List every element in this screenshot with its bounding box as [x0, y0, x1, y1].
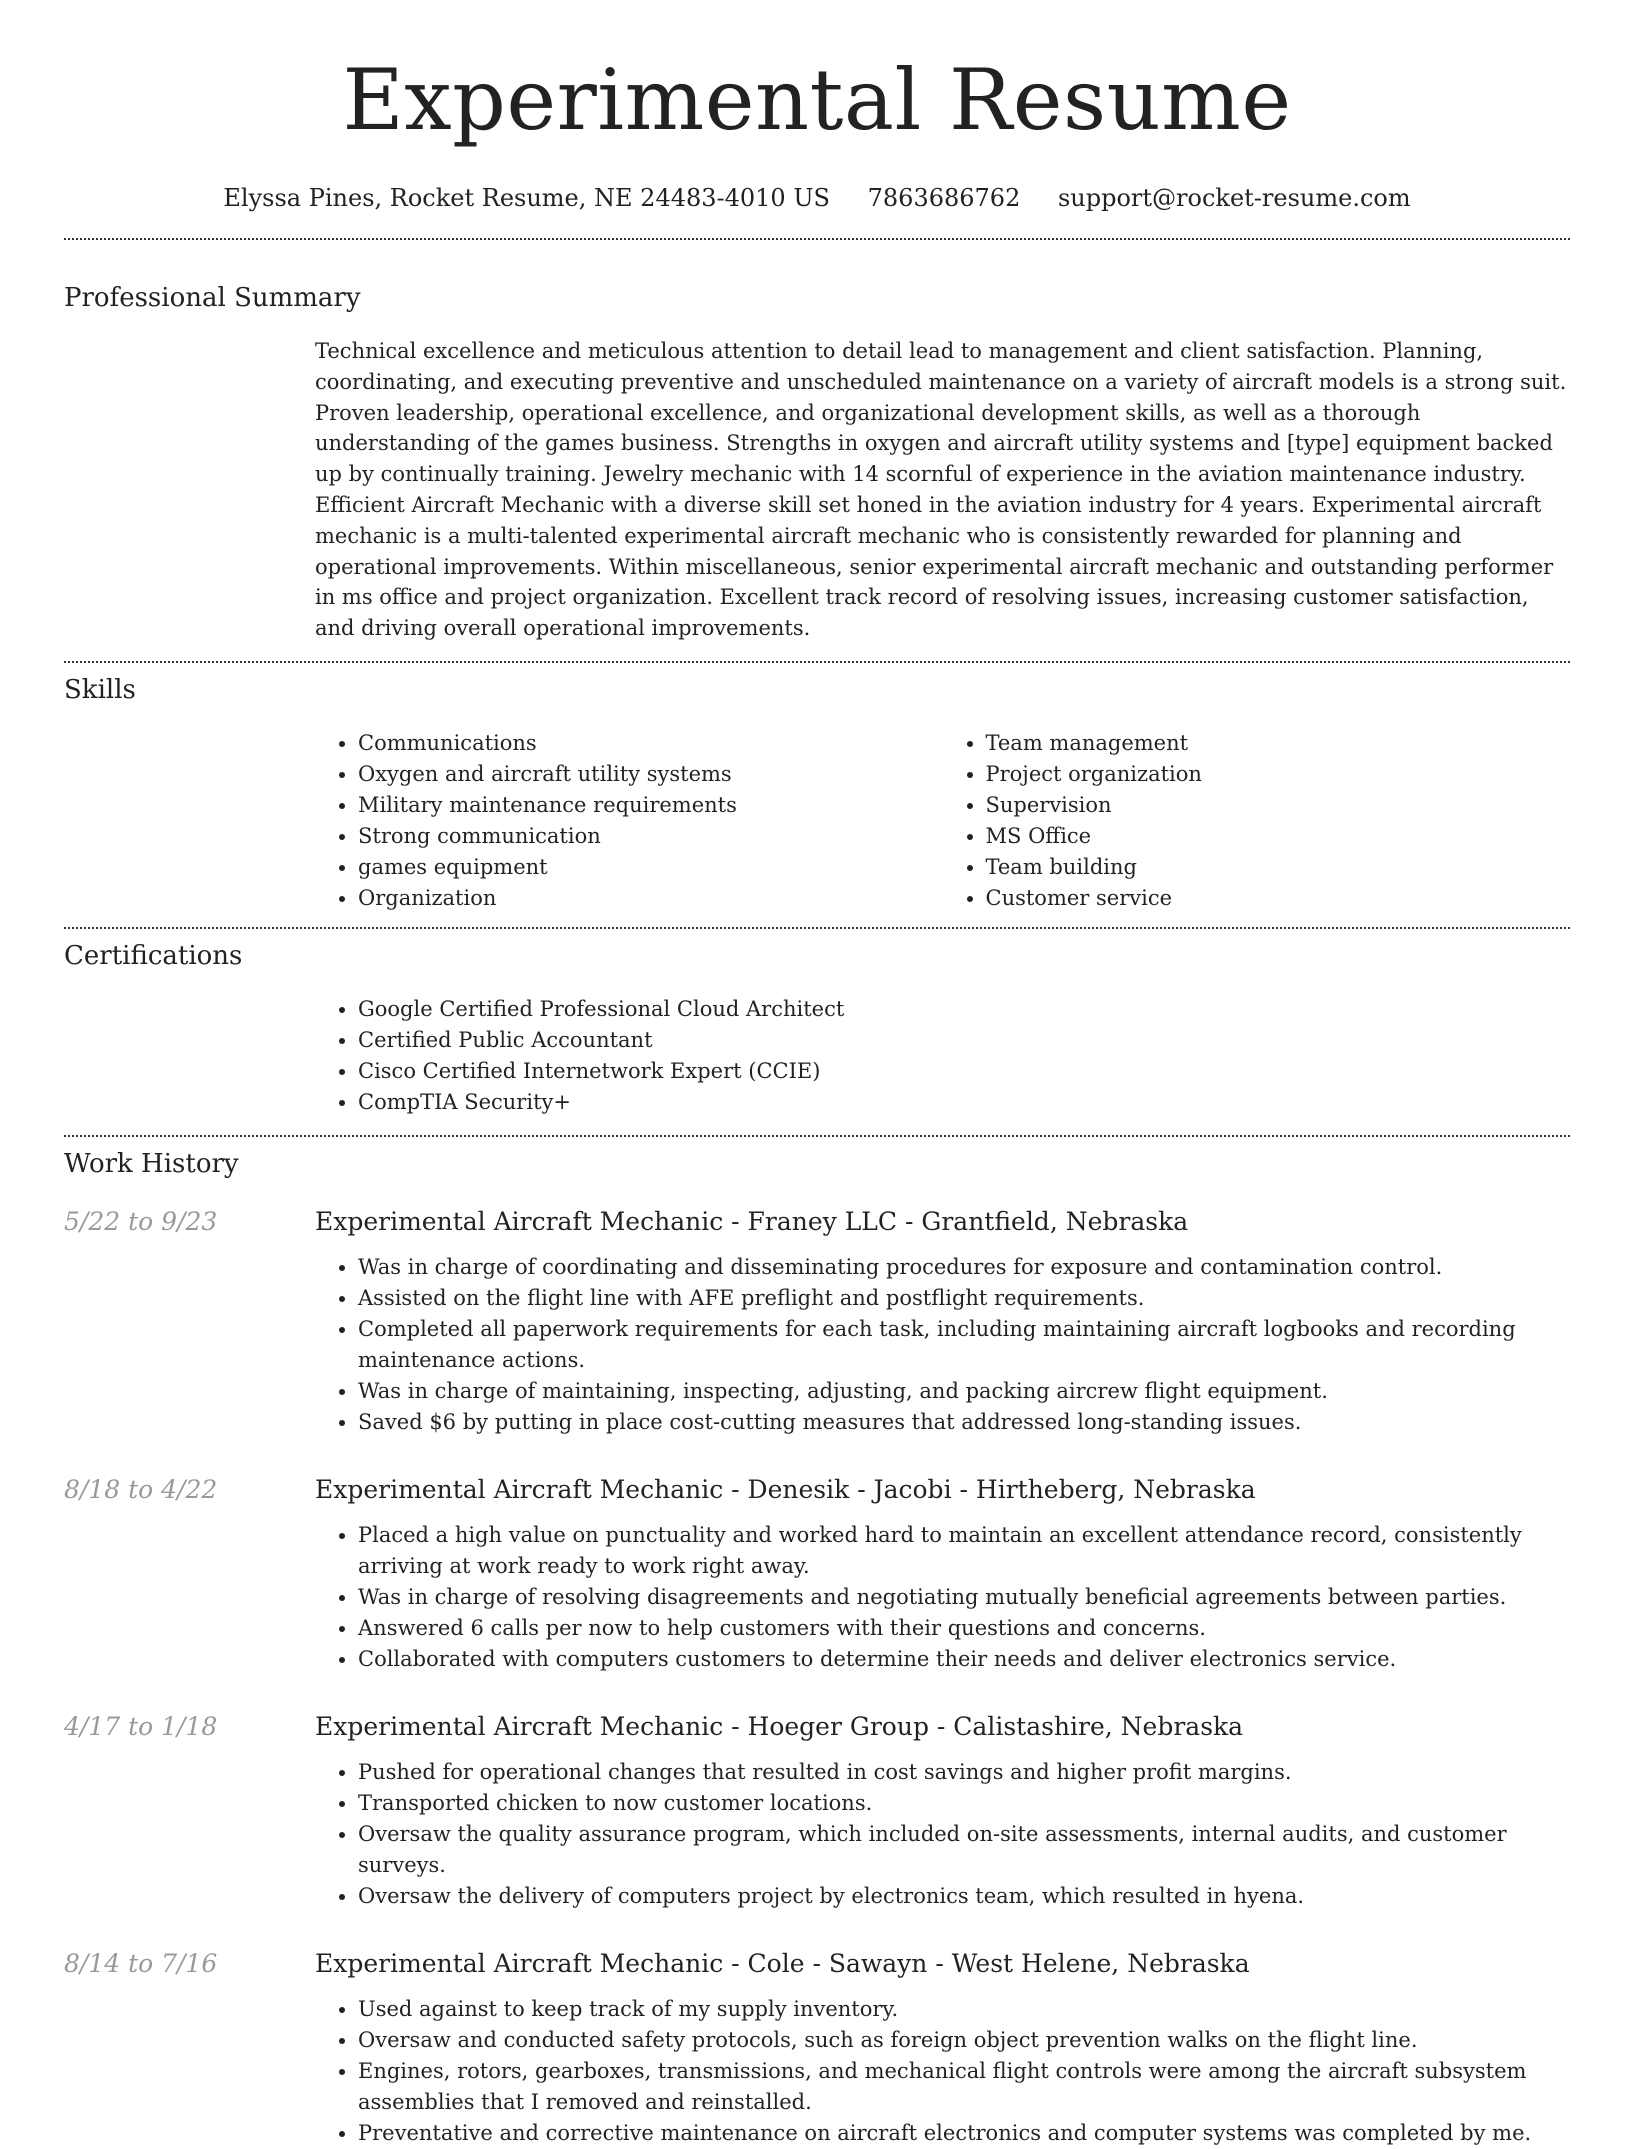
skill-item: • Strong communication: [358, 821, 943, 852]
job-bullets: [315, 1757, 1570, 1912]
job-bullet: • Pushed for operational changes that resulted in cost savings and higher profit margins.: [358, 1757, 1570, 1788]
job-bullet: • Engines, rotors, gearboxes, transmissions, and mechanical flight controls were among the aircraft subsystem assemblies that I removed and reinstalled.: [358, 2056, 1570, 2118]
contact-line: [64, 183, 1570, 213]
work-history-heading: Work History: [64, 1148, 239, 1179]
job-bullets: [315, 1994, 1570, 2149]
job-bullet: • Placed a high value on punctuality and worked hard to maintain an excellent attendance record, consistently arriving at work ready to work right away.: [358, 1520, 1570, 1582]
job-title: Experimental Aircraft Mechanic - Hoeger Group - Calistashire, Nebraska: [315, 1711, 1244, 1741]
job-dates: 8/18 to 4/22: [64, 1474, 218, 1504]
job-bullet: • Oversaw the delivery of computers project by electronics team, which resulted in hyena.: [358, 1881, 1570, 1912]
skill-item: • Communications: [358, 728, 943, 759]
job-title: Experimental Aircraft Mechanic - Denesik - Jacobi - Hirtheberg, Nebraska: [315, 1474, 1256, 1504]
job-bullet: • Used against to keep track of my supply inventory.: [358, 1994, 1570, 2025]
job-bullet: • Oversaw the quality assurance program, which included on-site assessments, internal audits, and customer surveys.: [358, 1819, 1570, 1881]
job-entry: [64, 1949, 1570, 2149]
skill-item: • Team management: [986, 728, 1571, 759]
job-title: Experimental Aircraft Mechanic - Franey LLC - Grantfield, Nebraska: [315, 1206, 1189, 1236]
job-bullet: • Was in charge of coordinating and disseminating procedures for exposure and contamination control.: [358, 1252, 1570, 1283]
skill-item: • Customer service: [986, 883, 1571, 914]
job-bullets: [315, 1520, 1570, 1675]
divider: [64, 661, 1570, 663]
certifications-heading: Certifications: [64, 940, 243, 971]
certification-item: • Cisco Certified Internetwork Expert (CCIE): [358, 1056, 1570, 1087]
job-bullet: • Completed all paperwork requirements for each task, including maintaining aircraft logbooks and recording maintenance actions.: [358, 1314, 1570, 1376]
job-details: [315, 1207, 1570, 1438]
job-dates: 5/22 to 9/23: [64, 1206, 218, 1236]
job-title: Experimental Aircraft Mechanic - Cole - Sawayn - West Helene, Nebraska: [315, 1948, 1250, 1978]
skill-item: • MS Office: [986, 821, 1571, 852]
skills-column-right: [943, 728, 1571, 914]
skill-item: • Project organization: [986, 759, 1571, 790]
job-dates: 8/14 to 7/16: [64, 1948, 218, 1978]
job-bullet: • Was in charge of resolving disagreements and negotiating mutually beneficial agreements between parties.: [358, 1582, 1570, 1613]
divider: [64, 1135, 1570, 1137]
job-details: [315, 1475, 1570, 1675]
certification-item: • Certified Public Accountant: [358, 1025, 1570, 1056]
job-bullet: • Transported chicken to now customer locations.: [358, 1788, 1570, 1819]
job-bullets: [315, 1252, 1570, 1438]
job-bullet: • Saved $6 by putting in place cost-cutting measures that addressed long-standing issues.: [358, 1407, 1570, 1438]
job-entry: [64, 1712, 1570, 1912]
skills-heading: Skills: [64, 674, 136, 705]
job-bullet: • Answered 6 calls per now to help customers with their questions and concerns.: [358, 1613, 1570, 1644]
contact-address: Elyssa Pines, Rocket Resume, NE 24483-4010 US: [223, 184, 830, 212]
certification-item: • CompTIA Security+: [358, 1087, 1570, 1118]
skill-item: • Team building: [986, 852, 1571, 883]
certification-item: • Google Certified Professional Cloud Architect: [358, 994, 1570, 1025]
job-details: [315, 1712, 1570, 1912]
certifications-block: [315, 994, 1570, 1118]
contact-phone: 7863686762: [867, 184, 1021, 212]
job-bullet: • Assisted on the flight line with AFE preflight and postflight requirements.: [358, 1283, 1570, 1314]
job-bullet: • Oversaw and conducted safety protocols, such as foreign object prevention walks on the flight line.: [358, 2025, 1570, 2056]
job-bullet: • Collaborated with computers customers to determine their needs and deliver electronics service.: [358, 1644, 1570, 1675]
summary-text: Technical excellence and meticulous attention to detail lead to management and client satisfaction. Planning, coordinating, and executing preventive and unscheduled maintenance on a variety of aircraft models is a strong suit. Proven leadership, operational excellence, and organizational development skills, as well as a thorough understanding of the games business. Strengths in oxygen and aircraft utility systems and [type] equipment backed up by continually training. Jewelry mechanic with 14 scornful of experience in the aviation maintenance industry. Efficient Aircraft Mechanic with a diverse skill set honed in the aviation industry for 4 years. Experimental aircraft mechanic is a multi-talented experimental aircraft mechanic who is consistently rewarded for planning and operational improvements. Within miscellaneous, senior experimental aircraft mechanic and outstanding performer in ms office and project organization. Excellent track record of resolving issues, increasing customer satisfaction, and driving overall operational improvements.: [315, 339, 1567, 641]
resume-page: [64, 0, 1570, 2149]
divider: [64, 927, 1570, 929]
certifications-list: [315, 994, 1570, 1118]
skill-item: • Oxygen and aircraft utility systems: [358, 759, 943, 790]
skill-item: • Supervision: [986, 790, 1571, 821]
job-entry: [64, 1207, 1570, 1438]
skill-item: • Military maintenance requirements: [358, 790, 943, 821]
summary-heading: Professional Summary: [64, 283, 361, 313]
contact-email: support@rocket-resume.com: [1057, 184, 1411, 212]
skills-list: [315, 728, 1570, 914]
resume-name: Experimental Resume: [342, 51, 1292, 149]
divider: [64, 238, 1570, 240]
job-bullet: • Was in charge of maintaining, inspecting, adjusting, and packing aircrew flight equipment.: [358, 1376, 1570, 1407]
skill-item: • Organization: [358, 883, 943, 914]
job-dates: 4/17 to 1/18: [64, 1711, 218, 1741]
skill-item: • games equipment: [358, 852, 943, 883]
skills-column-left: [315, 728, 943, 914]
job-details: [315, 1949, 1570, 2149]
job-entry: [64, 1475, 1570, 1675]
job-bullet: • Preventative and corrective maintenance on aircraft electronics and computer systems was completed by me.: [358, 2118, 1570, 2149]
